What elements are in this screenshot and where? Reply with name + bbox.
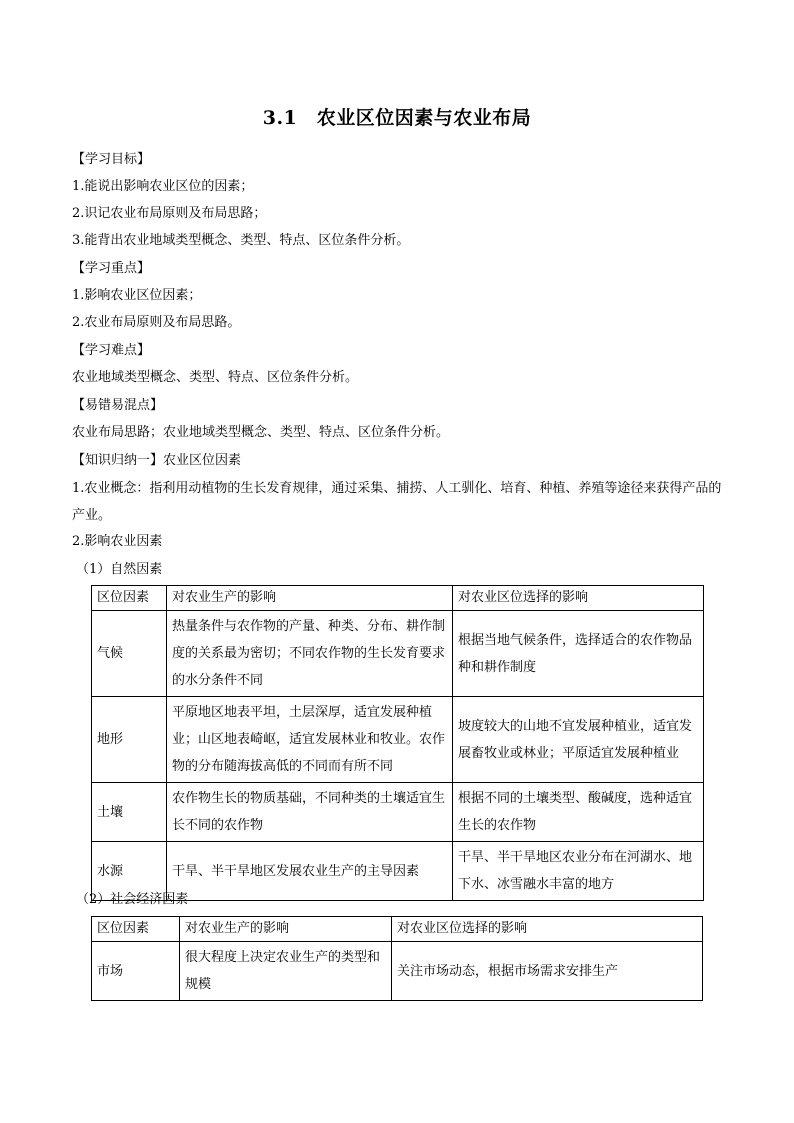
table-header-cell: 对农业生产的影响 xyxy=(180,917,392,942)
table-row xyxy=(92,611,704,697)
table-cell-choice: 干旱、半干旱地区农业分布在河湖水、地下水、冰雪融水丰富的地方 xyxy=(453,842,704,901)
table-cell-effect: 平原地区地表平坦，土层深厚，适宜发展种植业；山区地表崎岖，适宜发展林业和牧业。农作物的分布随海拔高低的不同而有所不同 xyxy=(167,697,453,783)
table-cell-effect: 热量条件与农作物的产量、种类、分布、耕作制度的关系最为密切；不同农作物的生长发育要求的水分条件不同 xyxy=(167,611,453,697)
table-header-cell: 对农业生产的影响 xyxy=(167,586,453,611)
knowledge-heading: 【知识归纳一】农业区位因素 xyxy=(72,453,242,468)
objective-item: 3.能背出农业地域类型概念、类型、特点、区位条件分析。 xyxy=(72,233,410,248)
table-header-cell: 区位因素 xyxy=(92,917,180,942)
table-cell-choice: 根据当地气候条件，选择适合的农作物品种和耕作制度 xyxy=(453,611,704,697)
table-cell-effect: 农作物生长的物质基础，不同种类的土壤适宜生长不同的农作物 xyxy=(167,783,453,842)
table-cell-effect: 很大程度上决定农业生产的类型和规模 xyxy=(180,942,392,1001)
table-cell-choice: 关注市场动态，根据市场需求安排生产 xyxy=(392,942,703,1001)
table-row xyxy=(92,697,704,783)
table-header-row xyxy=(92,586,704,611)
table-cell-effect: 干旱、半干旱地区发展农业生产的主导因素 xyxy=(167,842,453,901)
table-header-cell: 对农业区位选择的影响 xyxy=(453,586,704,611)
difficult-heading: 【学习难点】 xyxy=(72,343,151,358)
natural-factors-table xyxy=(91,585,704,901)
natural-factors-label: （1）自然因素 xyxy=(76,562,163,577)
table-cell-factor: 土壤 xyxy=(92,783,167,842)
confusing-heading: 【易错易混点】 xyxy=(72,398,164,413)
objective-item: 1.能说出影响农业区位的因素； xyxy=(72,179,254,194)
concept-text: 1.农业概念：指利用动植物的生长发育规律，通过采集、捕捞、人工驯化、培育、种植、养殖等途径来获得产品的产业。 xyxy=(72,481,722,523)
table-row xyxy=(92,783,704,842)
key-point-item: 1.影响农业区位因素； xyxy=(72,288,202,303)
table-cell-choice: 坡度较大的山地不宜发展种植业，适宜发展畜牧业或林业；平原适宜发展种植业 xyxy=(453,697,704,783)
table-cell-factor: 水源 xyxy=(92,842,167,901)
key-point-item: 2.农业布局原则及布局思路。 xyxy=(72,315,241,330)
table-header-row xyxy=(92,917,703,942)
table-header-cell: 对农业区位选择的影响 xyxy=(392,917,703,942)
objectives-heading: 【学习目标】 xyxy=(72,152,151,167)
table-cell-factor: 市场 xyxy=(92,942,180,1001)
page-title: 3.1 农业区位因素与农业布局 xyxy=(262,107,532,129)
table-row xyxy=(92,942,703,1001)
social-factors-label: （2）社会经济因素 xyxy=(76,892,189,907)
factors-heading: 2.影响农业因素 xyxy=(72,534,163,549)
key-points-heading: 【学习重点】 xyxy=(72,261,151,276)
table-cell-choice: 根据不同的土壤类型、酸碱度，选种适宜生长的农作物 xyxy=(453,783,704,842)
table-cell-factor: 气候 xyxy=(92,611,167,697)
confusing-text: 农业布局思路；农业地域类型概念、类型、特点、区位条件分析。 xyxy=(72,425,450,440)
table-cell-factor: 地形 xyxy=(92,697,167,783)
objective-item: 2.识记农业布局原则及布局思路； xyxy=(72,206,267,221)
social-factors-table xyxy=(91,916,703,1001)
difficult-text: 农业地域类型概念、类型、特点、区位条件分析。 xyxy=(72,370,359,385)
table-header-cell: 区位因素 xyxy=(92,586,167,611)
